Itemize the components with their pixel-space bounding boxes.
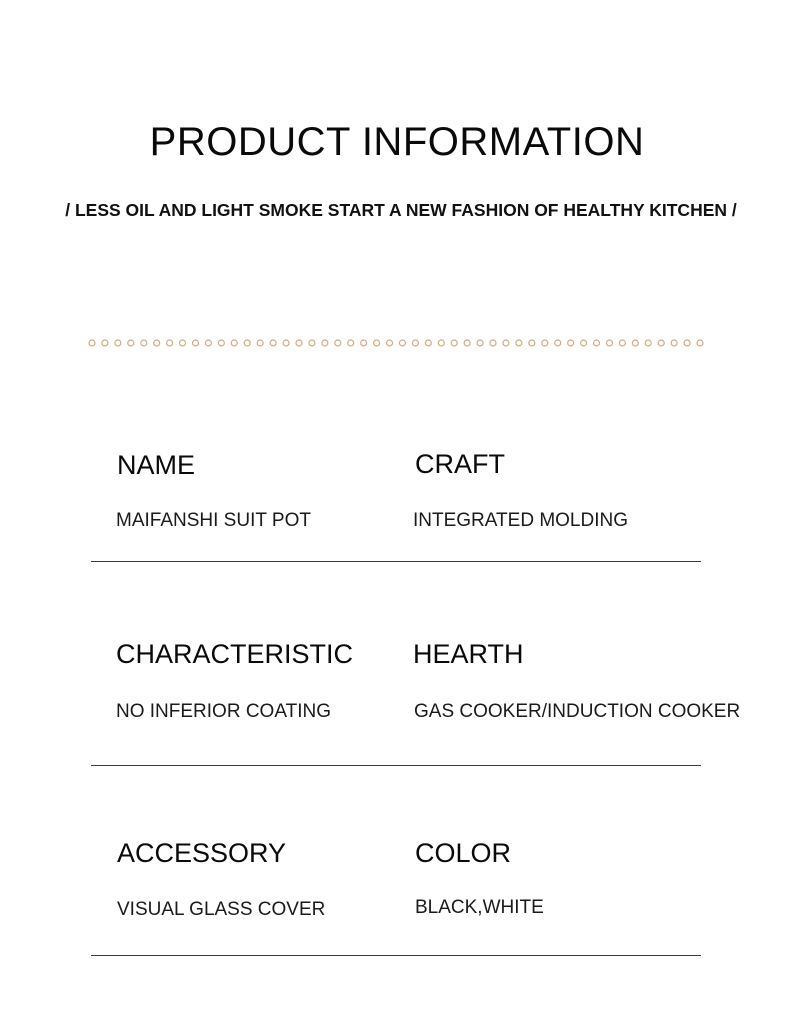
name-label: NAME xyxy=(117,450,196,480)
row-divider xyxy=(91,765,701,766)
divider-dot xyxy=(374,340,380,346)
divider-dot xyxy=(529,340,535,346)
divider-dot xyxy=(632,340,638,346)
divider-dot xyxy=(335,340,341,346)
divider-dot xyxy=(296,340,302,346)
divider-dot xyxy=(490,340,496,346)
divider-dot xyxy=(283,340,289,346)
divider-dot xyxy=(244,340,250,346)
page-title: PRODUCT INFORMATION xyxy=(149,120,645,164)
divider-dot xyxy=(102,340,108,346)
divider-dot xyxy=(697,340,703,346)
divider-dot xyxy=(671,340,677,346)
accessory-label: ACCESSORY xyxy=(117,838,287,868)
divider-dot xyxy=(542,340,548,346)
divider-dot xyxy=(594,340,600,346)
divider-dot xyxy=(503,340,509,346)
accessory-value: VISUAL GLASS COVER xyxy=(117,899,326,920)
divider-dot xyxy=(568,340,574,346)
divider-dot xyxy=(180,340,186,346)
divider-dot xyxy=(619,340,625,346)
divider-dot xyxy=(309,340,315,346)
divider-dot xyxy=(89,340,95,346)
divider-dot xyxy=(218,340,224,346)
divider-dot xyxy=(348,340,354,346)
divider-dot xyxy=(464,340,470,346)
divider-dot xyxy=(167,340,173,346)
craft-value: INTEGRATED MOLDING xyxy=(413,510,628,531)
divider-dot xyxy=(399,340,405,346)
dotted-divider xyxy=(88,338,704,348)
divider-dot xyxy=(555,340,561,346)
divider-dot xyxy=(231,340,237,346)
divider-dot xyxy=(205,340,211,346)
divider-dot xyxy=(387,340,393,346)
divider-dot xyxy=(115,340,121,346)
divider-dot xyxy=(257,340,263,346)
page-subtitle: / LESS OIL AND LIGHT SMOKE START A NEW FASHION OF HEALTHY KITCHEN / xyxy=(65,200,737,220)
divider-dot xyxy=(128,340,134,346)
divider-dot xyxy=(581,340,587,346)
divider-dot xyxy=(658,340,664,346)
name-value: MAIFANSHI SUIT POT xyxy=(116,510,311,531)
divider-dot xyxy=(412,340,418,346)
color-value: BLACK,WHITE xyxy=(415,897,544,918)
color-label: COLOR xyxy=(415,838,512,868)
divider-dot xyxy=(192,340,198,346)
divider-dot xyxy=(606,340,612,346)
hearth-value: GAS COOKER/INDUCTION COOKER xyxy=(414,701,741,722)
divider-dot xyxy=(477,340,483,346)
divider-dot xyxy=(361,340,367,346)
divider-dot xyxy=(322,340,328,346)
divider-dot xyxy=(438,340,444,346)
characteristic-value: NO INFERIOR COATING xyxy=(116,701,331,722)
divider-dot xyxy=(451,340,457,346)
hearth-label: HEARTH xyxy=(413,639,524,669)
divider-dot xyxy=(141,340,147,346)
characteristic-label: CHARACTERISTIC xyxy=(116,639,354,669)
divider-dot xyxy=(684,340,690,346)
divider-dot xyxy=(270,340,276,346)
divider-dot xyxy=(645,340,651,346)
craft-label: CRAFT xyxy=(415,449,505,479)
divider-dot xyxy=(425,340,431,346)
divider-dot xyxy=(516,340,522,346)
row-divider xyxy=(91,955,701,956)
row-divider xyxy=(91,561,701,562)
divider-dot xyxy=(154,340,160,346)
